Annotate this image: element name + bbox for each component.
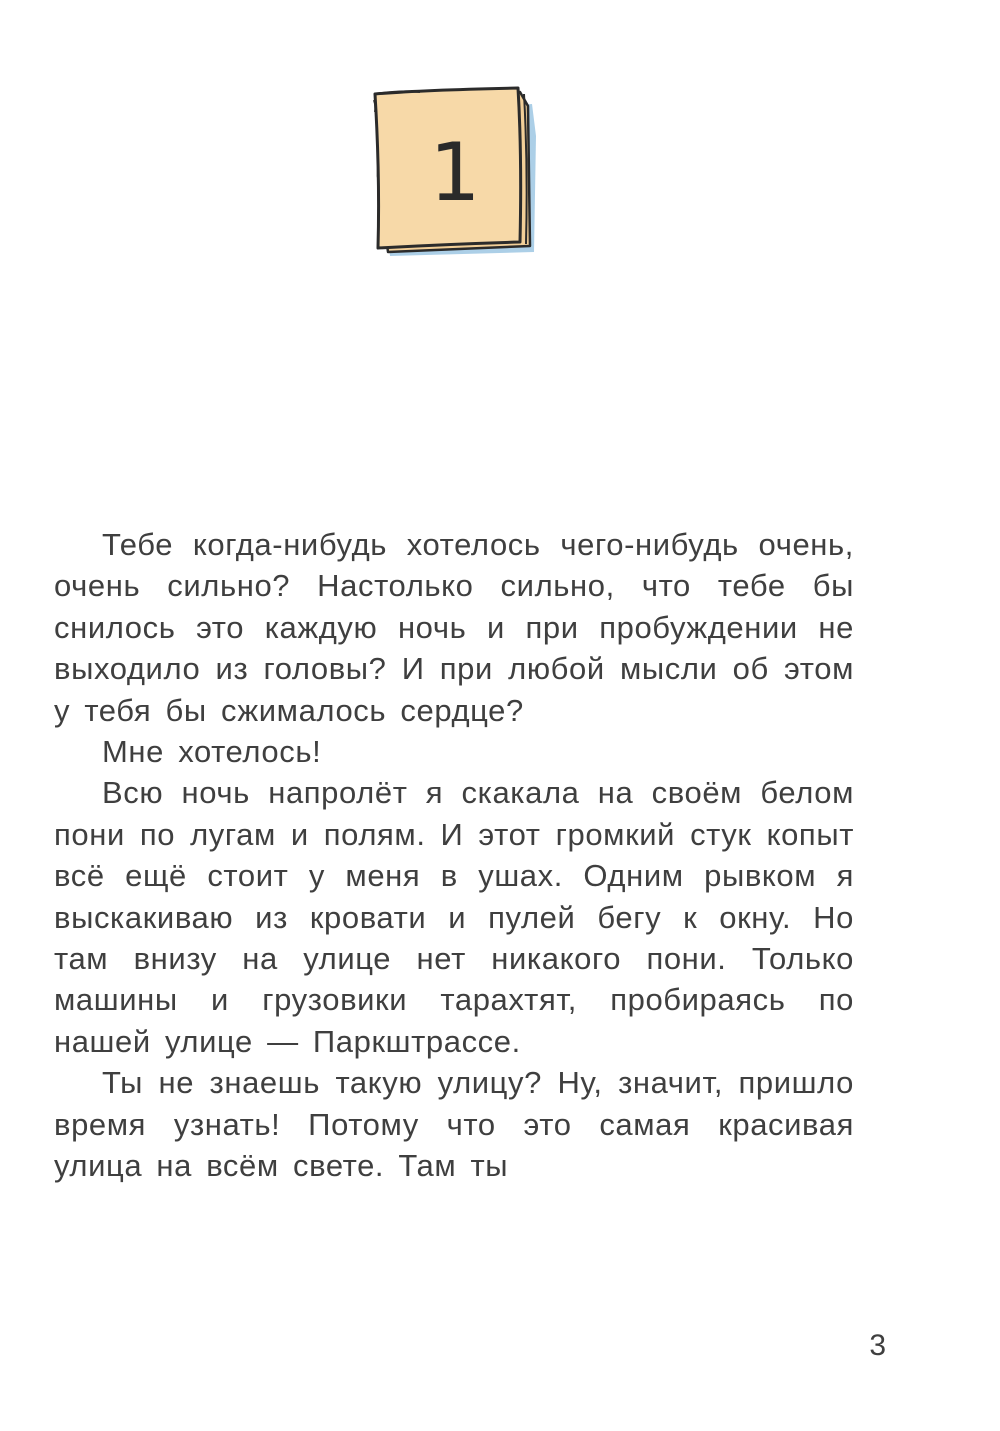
- page-number: 3: [869, 1329, 886, 1362]
- paragraph-1: Тебе когда-нибудь хотелось чего-нибудь очень, очень сильно? Настолько сильно, что тебе бы снилось это каждую ночь и при пробуждении не выходило из головы? И при любой мысли об этом у тебя бы сжималось сердце?: [54, 527, 854, 728]
- paragraph-3: Всю ночь напролёт я скакала на своём белом пони по лугам и полям. И этот громкий стук копыт всё ещё стоит у меня в ушах. Одним рывком я выскакиваю из кровати и пулей бегу к окну. Но там внизу на улице нет никакого пони. Только машины и грузовики тарахтят, пробираясь по нашей улице — Паркштрассе.: [54, 775, 854, 1059]
- chapter-text: [54, 524, 854, 1187]
- chapter-badge: [360, 76, 550, 266]
- paragraph-4: Ты не знаешь такую улицу? Ну, значит, пришло время узнать! Потому что это самая красивая улица на всём свете. Там ты: [54, 1065, 854, 1184]
- chapter-number: 1: [429, 126, 481, 219]
- paragraph-2: Мне хотелось!: [102, 734, 322, 770]
